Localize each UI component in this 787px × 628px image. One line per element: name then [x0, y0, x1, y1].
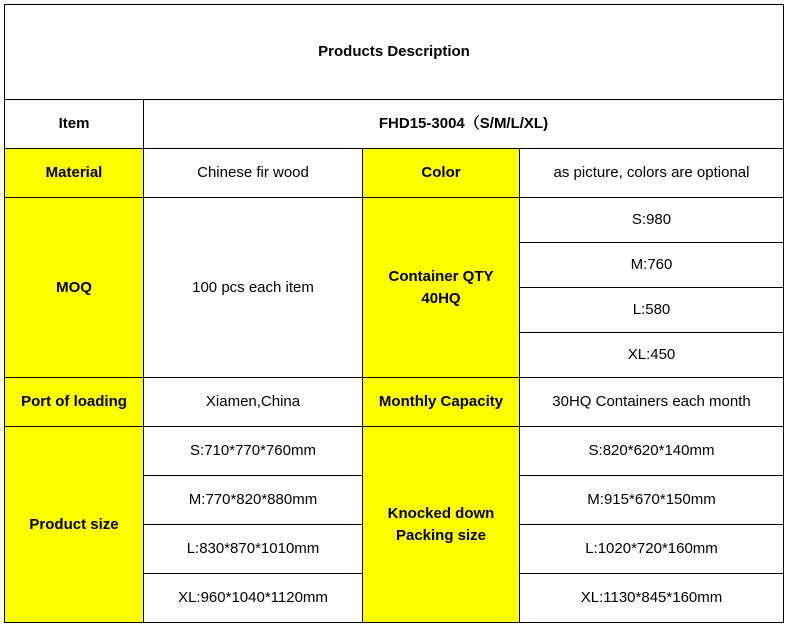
- container-qty-value: S:980: [520, 198, 784, 243]
- product-size-value: S:710*770*760mm: [144, 427, 363, 476]
- capacity-value: 30HQ Containers each month: [520, 378, 784, 427]
- port-value: Xiamen,China: [144, 378, 363, 427]
- material-value: Chinese fir wood: [144, 149, 363, 198]
- packing-size-label-line2: Packing size: [395, 526, 487, 544]
- port-label: Port of loading: [5, 378, 144, 427]
- container-qty-label-line1: Container QTY: [388, 267, 494, 285]
- container-qty-value: L:580: [520, 288, 784, 333]
- products-description-table: [4, 4, 784, 623]
- product-size-value: M:770*820*880mm: [144, 476, 363, 525]
- capacity-label: Monthly Capacity: [363, 378, 520, 427]
- container-qty-value: XL:450: [520, 333, 784, 378]
- product-size-value: XL:960*1040*1120mm: [144, 574, 363, 623]
- size-row: [5, 427, 784, 476]
- page-title: Products Description: [5, 5, 784, 100]
- material-label: Material: [5, 149, 144, 198]
- title-row: [5, 5, 784, 100]
- container-qty-value: M:760: [520, 243, 784, 288]
- product-size-value: L:830*870*1010mm: [144, 525, 363, 574]
- product-size-label: Product size: [5, 427, 144, 623]
- color-value: as picture, colors are optional: [520, 149, 784, 198]
- material-row: [5, 149, 784, 198]
- moq-value: 100 pcs each item: [144, 198, 363, 378]
- moq-row: [5, 198, 784, 243]
- moq-label: MOQ: [5, 198, 144, 378]
- packing-size-value: L:1020*720*160mm: [520, 525, 784, 574]
- container-qty-label-line2: 40HQ: [421, 289, 461, 307]
- packing-size-value: S:820*620*140mm: [520, 427, 784, 476]
- packing-size-label-line1: Knocked down: [387, 504, 495, 522]
- container-qty-label: [363, 198, 520, 378]
- item-value: FHD15-3004（S/M/L/XL): [144, 100, 784, 149]
- packing-size-value: M:915*670*150mm: [520, 476, 784, 525]
- port-row: [5, 378, 784, 427]
- color-label: Color: [363, 149, 520, 198]
- item-label: Item: [5, 100, 144, 149]
- item-row: [5, 100, 784, 149]
- packing-size-value: XL:1130*845*160mm: [520, 574, 784, 623]
- packing-size-label: [363, 427, 520, 623]
